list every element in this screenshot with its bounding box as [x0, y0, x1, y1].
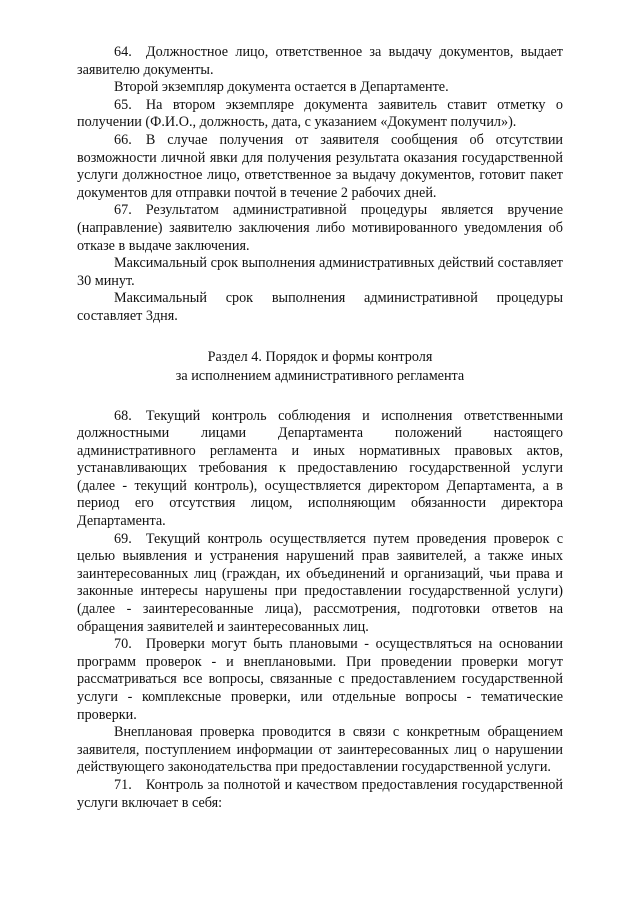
- paragraph-67-max-actions: Максимальный срок выполнения административных действий составляет 30 минут.: [77, 255, 563, 289]
- paragraph-68: 68. Текущий контроль соблюдения и исполнения ответственными должностными лицами Департамента положений настоящего административного регламента и иных нормативных правовых актов, устанавливающих требования к предоставлению государственной услуги (далее - текущий контроль), осуществляется директором Департамента, а в период его отсутствия лицом, исполняющим обязанности директора Департамента.: [77, 407, 563, 530]
- paragraph-67: 67. Результатом административной процедуры является вручение (направление) заявителю заключения либо мотивированного уведомления об отказе в выдаче заключения.: [77, 202, 563, 254]
- paragraph-70: 70. Проверки могут быть плановыми - осуществляться на основании программ проверок - и внеплановыми. При проведении проверки могут рассматриваться все вопросы, связанные с предоставлением государственной услуги - комплексные проверки, или отдельные вопросы - тематические проверки.: [77, 636, 563, 723]
- paragraph-71: 71. Контроль за полнотой и качеством предоставления государственной услуги включает в себя:: [77, 776, 563, 811]
- paragraph-70-unscheduled: Внеплановая проверка проводится в связи с конкретным обращением заявителя, поступлением информации от заинтересованных лиц о нарушении действующего законодательства при предоставлении государственной услуги.: [77, 724, 563, 776]
- paragraph-64: 64. Должностное лицо, ответственное за выдачу документов, выдает заявителю документы.: [77, 44, 563, 78]
- section-heading: [77, 348, 563, 386]
- paragraph-66: 66. В случае получения от заявителя сообщения об отсутствии возможности личной явки для получения результата оказания государственной услуги должностное лицо, ответственное за выдачу документов, готовит пакет документов для отправки почтой в течение 2 рабочих дней.: [77, 131, 563, 201]
- paragraph-65: 65. На втором экземпляре документа заявитель ставит отметку о получении (Ф.И.О., должность, дата, с указанием «Документ получил»).: [77, 96, 563, 131]
- document-body: [77, 44, 563, 812]
- paragraph-69: 69. Текущий контроль осуществляется путем проведения проверок с целью выявления и устранения нарушений прав заявителей, а также иных заинтересованных лиц (граждан, их объединений и организаций, чьи права и законные интересы нарушены при предоставлении государственной услуги) (далее - заинтересованные лица), рассмотрения, подготовки ответов на обращения заявителей и заинтересованных лиц.: [77, 530, 563, 635]
- paragraph-67-max-procedure: Максимальный срок выполнения административной процедуры составляет 3дня.: [77, 290, 563, 324]
- section-heading-line2: за исполнением административного регламента: [175, 367, 465, 384]
- paragraph-64-note: Второй экземпляр документа остается в Департаменте.: [114, 79, 449, 96]
- section-heading-line1: Раздел 4. Порядок и формы контроля: [207, 348, 433, 365]
